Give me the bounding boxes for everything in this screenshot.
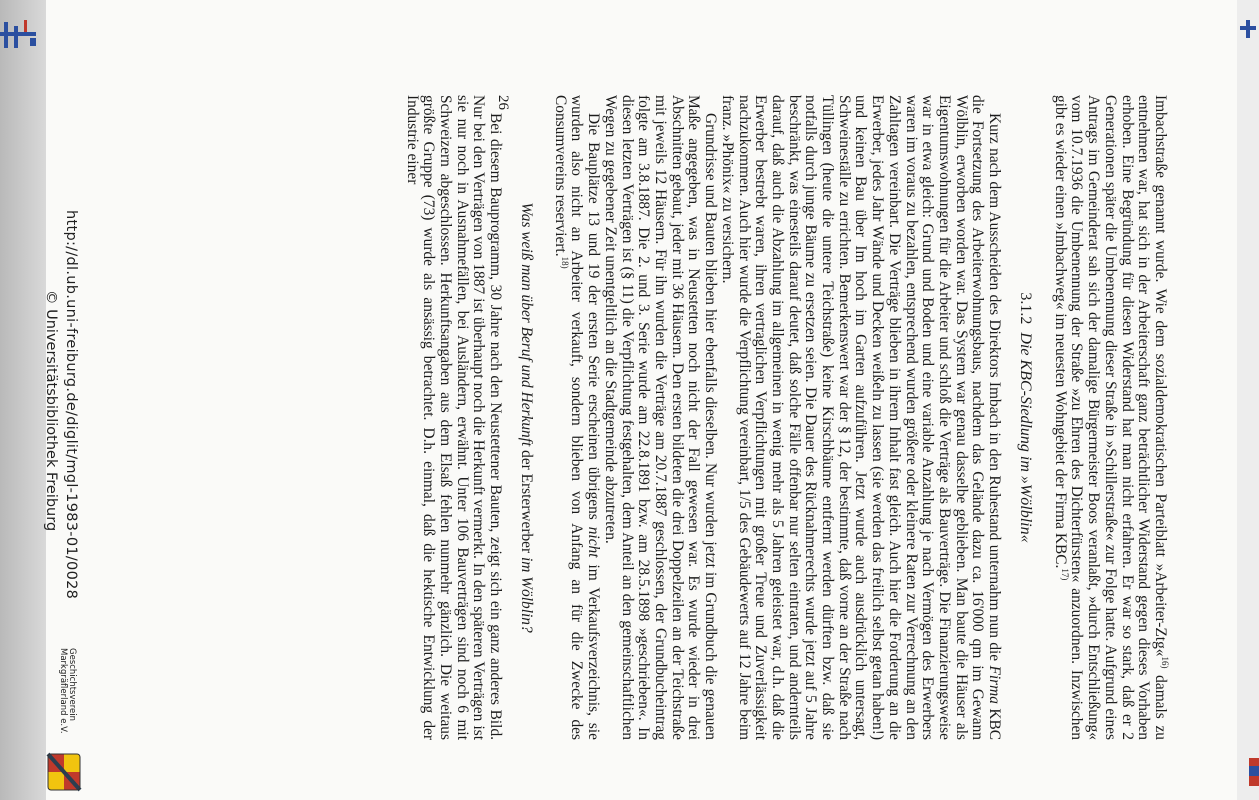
paragraph-bauprogramm: Bei diesem Bauprogramm, 30 Jahre nach den Neustettener Bauten, zeigt sich ein ganz anderes Bild. Nur bei den Verträgen von 1887 ist überhaupt noch die Herkunft vermerkt. In den späteren Verträgen ist sie nur noch in Ausnahmefällen, bei Ausländern, erwähnt. Unter 106 Bauverträgen sind noch 6 mit Schweizern abgeschlossen. Herkunftsangaben aus dem Elsaß fehlen nunmehr gänzlich. Die weitaus größte Gruppe (73) wurde als ansässig betrachtet. D.h. einmal, daß die hektische Entwicklung der Industrie einer [403,95,505,740]
viewer-left-margin [0,0,46,800]
library-logo-fragment-icon [1236,18,1256,42]
digital-library-url: http://dl.ub.uni-freiburg.de/diglit/mgl-1983-01/0028 [63,210,79,600]
society-name-line-2: Markgräflerland e.V. [58,648,68,734]
coat-of-arms-icon [46,752,82,792]
society-name [58,648,76,734]
page-content [208,95,1171,740]
viewer-right-margin [1237,0,1259,800]
section-title: Die KBC-Siedlung im »Wölblin« [1017,332,1035,543]
society-name-line-1: Geschichtsverein [67,648,77,722]
page-number: 26 [495,95,511,110]
subheading-herkunft: Was weiß man über Beruf und Herkunft der Ersterwerber im Wölblin? [518,202,536,633]
copyright-notice: © Universitätsbibliothek Freiburg [43,290,59,532]
paragraph-grundrisse: Grundrisse und Bauten blieben hier ebenfalls dieselben. Nur wurden jetzt im Grundbuch die genauen Maße angegeben, was in Neustetten noch nicht der Fall gewesen war. Es wurde wieder in drei Abschnitten gebaut, jeder mit 36 Häusern. Den ersten bildeten die drei Doppelzeilen an der Teichstraße mit jeweils 12 Häusern. Für ihn wurden die Verträge am 20.7.1887 geschlossen, der Grundbucheintrag folgte am 3.8.1887. Die 2. und 3. Serie wurde am 22.8.1891 bzw. am 28.5.1898 »geschrieben«. In diesen letzten Verträgen ist (§ 11) die Verpflichtung festgehalten, dem Anteil an den gemeinschaftlichen Wegen zu gegebener Zeit unentgeltlich an die Stadtgemeinde abzutreten. [601,95,720,740]
library-logo-icon [0,18,40,54]
society-badge-fragment-icon [1243,758,1259,786]
paragraph-bauplaetze: Die Bauplätze 13 und 19 der ersten Serie erscheinen übrigens nicht im Verkaufsverzeichnis, sie wurden also nicht an Arbeiter verkauft, sondern blieben von Anfang an für die Zwecke des Consumvereins reserviert.$^{18)}$ [551,95,603,740]
section-number: 3.1.2 [1017,292,1035,325]
paragraph-kbc-siedlung: Kurz nach dem Ausscheiden des Direktors Imbach in den Ruhestand unternahm nun die Firma KBC die Fortsetzung des Arbeiterwohnungsbaus, nachdem das Gelände dazu ca. 16'000 qm im Gewann Wölblin, erworben worden war. Das System war genau dasselbe geblieben. Man baute die Häuser als Eigentumswohnungen für die Arbeiter und schloß die Verträge als Bauverträge. Die Finanzierungsweise war in etwa gleich: Grund und Boden und eine variable Anzahlung je nach Vermögen des Erwerbers waren im voraus zu bezahlen, entsprechend wurden größere oder kleinere Raten zur Verrechnung an den Zahltagen vereinbart. Die Verträge blieben in ihrem Inhalt fast gleich. Auch hier die Forderung an die Erwerber, jedes Jahr Wände und Decken weißeln zu lassen (sie werden das freilich selbst getan haben!) und keinen Bau über Im hoch im Garten aufzuführen. Jetzt wurde auch ausdrücklich untersagt, Schweineställe zu errichten. Bemerkenswert war der § 12, der bestimmte, daß vorne an der Straße nach Tüllingen (heute die untere Teichstraße) keine Kirschbäume entfernt werden dürften bzw. daß sie notfalls durch junge Bäume zu ersetzen seien. Die Dauer des Rücknahmerechts wurde jetzt auf 5 Jahre beschränkt, was einesteils darauf deutet, daß solche Fälle offenbar nur selten eintraten, und andernteils darauf, daß auch die Abzahlung im allgemeinen in wenig mehr als 5 Jahren geleistet war, d.h. daß die Erwerber bestrebt waren, ihren vertraglichen Verpflichtungen mit großer Treue und Zuverlässigkeit nachzukommen. Auch hier wurde die Verpflichtung vereinbart, 1/5 des Gebäudewerts auf 12 Jahre beim franz. »Phönix« zu versichern. [718,95,1004,740]
section-heading [1016,95,1034,740]
paragraph-imbach: Imbachstraße genannt wurde. Wie dem sozialdemokratischen Parteiblatt »Arbeiter-Ztg«$^{16)}$ damals zu entnehmen war, hat sich in der Arbeiterschaft ganz beträchtlicher Widerstand gegen dieses Vorhaben erhoben. Eine Begründung für diesen Widerstand hat man nicht erfahren. Er war so stark, daß er 2 Generationen später die Umbenennung dieser Straße in »Schillerstraße« zur Folge hatte. Aufgrund eines Antrags im Gemeinderat sah sich der damalige Bürgermeister Boos veranlaßt, »durch Entschließung« vom 10.7.1936 die Umbenennung der Straße »zu Ehren des Dichterfürsten« anzuordnen. Inzwischen gibt es wieder einen »Imbachweg« im neuesten Wohngebiet der Firma KBC.$^{17)}$ [1051,95,1171,740]
document-page [43,0,1237,800]
